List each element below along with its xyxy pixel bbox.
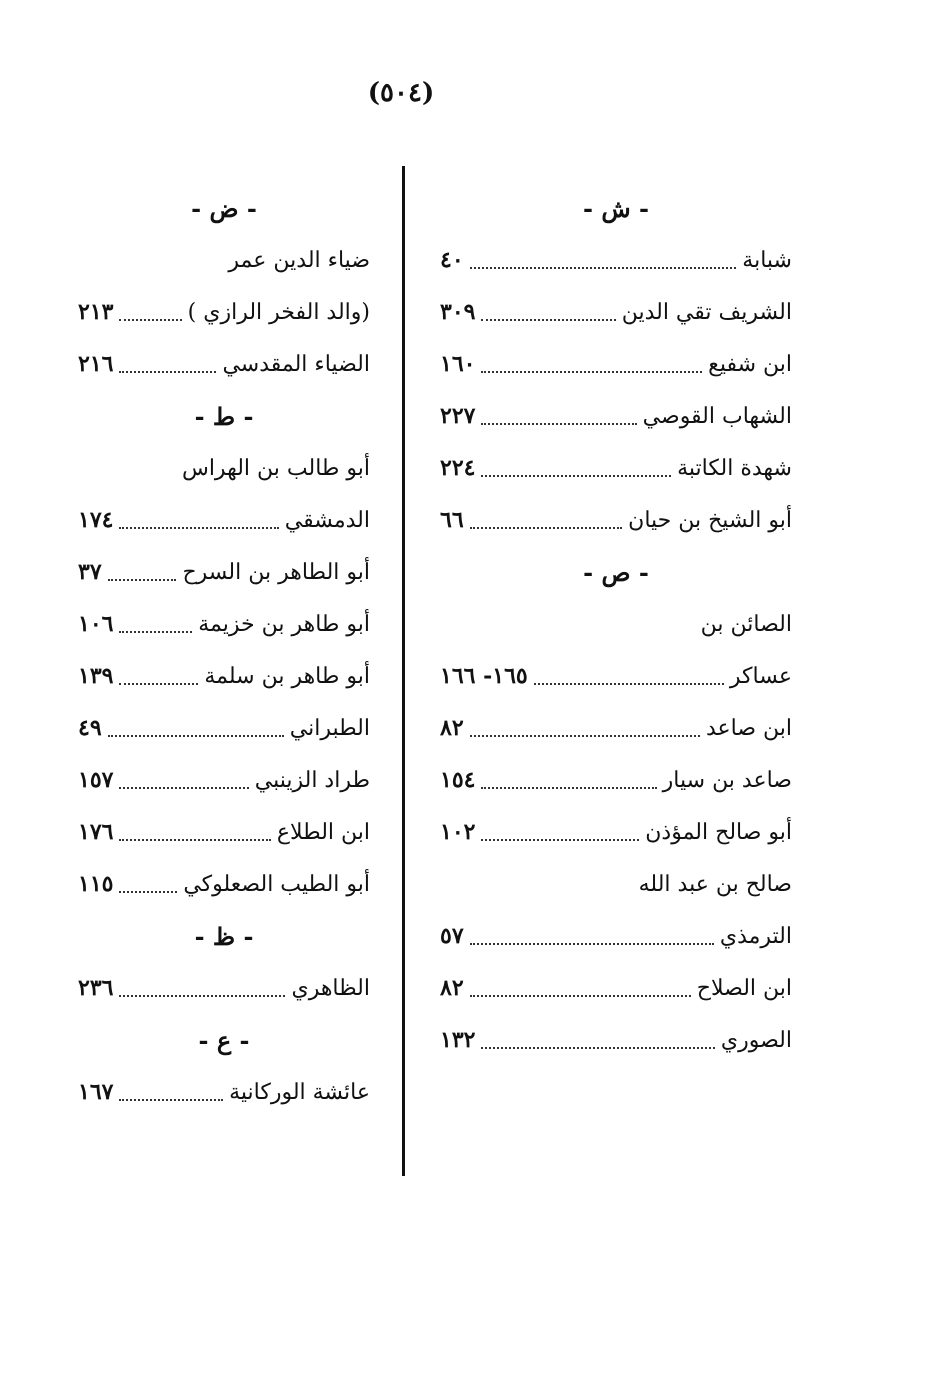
entry-name: ابن شفيع	[708, 351, 792, 377]
index-entry-continued	[78, 442, 370, 494]
entry-page-number: ١٧٦	[78, 819, 114, 845]
index-entry	[78, 1066, 370, 1118]
entry-name: الترمذي	[719, 923, 792, 949]
index-entry	[440, 806, 792, 858]
entry-name: (والد الفخر الرازي )	[187, 299, 370, 325]
entry-name: عائشة الوركانية	[229, 1079, 370, 1105]
dot-leader	[481, 839, 639, 841]
entry-name: الصائن بن	[700, 611, 792, 637]
dot-leader	[119, 891, 177, 893]
entry-page-number: ١٣٢	[440, 1027, 476, 1053]
entry-name: أبو الطيب الصعلوكي	[183, 871, 370, 897]
index-entry	[440, 390, 792, 442]
entry-page-number: ١٧٤	[78, 507, 114, 533]
entry-page-number: ١٥٧	[78, 767, 114, 793]
dot-leader	[481, 319, 615, 321]
entry-name: الشريف تقي الدين	[621, 299, 792, 325]
entry-name: الدمشقي	[284, 507, 370, 533]
entry-page-number: ٥٧	[440, 923, 464, 949]
entry-name: الضياء المقدسي	[222, 351, 370, 377]
index-entry	[78, 806, 370, 858]
entry-name: صالح بن عبد الله	[638, 871, 792, 897]
dot-leader	[119, 371, 216, 373]
dot-leader	[470, 267, 737, 269]
entry-name: ابن الطلاع	[276, 819, 370, 845]
index-entry	[440, 702, 792, 754]
section-letter-header	[78, 182, 370, 234]
index-entry	[78, 702, 370, 754]
index-entry	[78, 962, 370, 1014]
entry-page-number: ٢١٣	[78, 299, 114, 325]
dot-leader	[481, 475, 671, 477]
entry-page-number: ١٦٧	[78, 1079, 114, 1105]
entry-name: أبو طاهر بن خزيمة	[198, 611, 370, 637]
entry-name: الصوري	[720, 1027, 792, 1053]
entry-page-number: ١١٥	[78, 871, 114, 897]
section-letter-header	[440, 182, 792, 234]
dot-leader	[470, 527, 623, 529]
index-entry	[440, 286, 792, 338]
section-letter-header	[78, 910, 370, 962]
entry-name: ابن الصلاح	[696, 975, 792, 1001]
entry-page-number: ٨٢	[440, 715, 464, 741]
entry-name: عساكر	[729, 663, 792, 689]
entry-name: الظاهري	[291, 975, 370, 1001]
dot-leader	[119, 527, 278, 529]
index-column-right	[440, 182, 792, 1066]
index-entry	[78, 598, 370, 650]
index-entry	[78, 286, 370, 338]
index-entry-continued	[440, 858, 792, 910]
index-entry	[78, 858, 370, 910]
index-entry	[440, 962, 792, 1014]
dot-leader	[470, 995, 691, 997]
entry-name: أبو طاهر بن سلمة	[204, 663, 370, 689]
entry-name: شهدة الكاتبة	[677, 455, 792, 481]
entry-name: شبابة	[742, 247, 792, 273]
index-entry	[440, 234, 792, 286]
index-entry	[440, 650, 792, 702]
index-entry	[440, 910, 792, 962]
section-letter-header	[78, 390, 370, 442]
index-column-left	[78, 182, 370, 1118]
index-entry	[78, 546, 370, 598]
entry-page-number: ١٣٩	[78, 663, 114, 689]
section-letter: - ص -	[583, 557, 649, 587]
entry-page-number: ٢٣٦	[78, 975, 114, 1001]
index-entry	[78, 338, 370, 390]
entry-name: أبو الطاهر بن السرح	[182, 559, 370, 585]
entry-page-number: ١٦٠	[440, 351, 476, 377]
column-divider	[402, 166, 405, 1176]
dot-leader	[119, 1099, 223, 1101]
index-entry	[440, 754, 792, 806]
entry-page-number: ٦٦	[440, 507, 464, 533]
dot-leader	[119, 319, 181, 321]
index-entry-continued	[78, 234, 370, 286]
entry-name: صاعد بن سيار	[662, 767, 792, 793]
dot-leader	[119, 631, 192, 633]
entry-page-number: ٢٢٧	[440, 403, 476, 429]
dot-leader	[481, 371, 702, 373]
entry-name: أبو طالب بن الهراس	[181, 455, 370, 481]
entry-page-number: ٤٠	[440, 247, 464, 273]
index-entry	[440, 442, 792, 494]
section-letter: - ع -	[198, 1025, 250, 1055]
dot-leader	[108, 735, 284, 737]
entry-page-number: ٨٢	[440, 975, 464, 1001]
index-entry-continued	[440, 598, 792, 650]
section-letter: - ظ -	[194, 921, 254, 951]
index-entry	[78, 650, 370, 702]
dot-leader	[119, 683, 198, 685]
entry-page-number: ٤٩	[78, 715, 102, 741]
entry-name: ضياء الدين عمر	[228, 247, 370, 273]
dot-leader	[470, 735, 700, 737]
dot-leader	[534, 683, 724, 685]
dot-leader	[119, 787, 248, 789]
index-entry	[440, 338, 792, 390]
entry-page-number: ٣٧	[78, 559, 102, 585]
entry-page-number: ١٥٤	[440, 767, 476, 793]
dot-leader	[481, 787, 656, 789]
section-letter: - ط -	[194, 401, 254, 431]
entry-name: أبو صالح المؤذن	[645, 819, 792, 845]
entry-name: ابن صاعد	[705, 715, 792, 741]
page-number: (٥٠٤)	[367, 78, 435, 108]
dot-leader	[481, 1047, 714, 1049]
index-entry	[78, 494, 370, 546]
entry-name: الشهاب القوصي	[642, 403, 792, 429]
entry-page-number: ٢١٦	[78, 351, 114, 377]
section-letter-header	[78, 1014, 370, 1066]
entry-name: الطبراني	[289, 715, 370, 741]
entry-page-number: ٣٠٩	[440, 299, 476, 325]
dot-leader	[119, 995, 285, 997]
entry-name: طراد الزينبي	[254, 767, 370, 793]
entry-page-number: ١٠٦	[78, 611, 114, 637]
dot-leader	[108, 579, 177, 581]
index-entry	[440, 494, 792, 546]
section-letter-header	[440, 546, 792, 598]
index-entry	[78, 754, 370, 806]
section-letter: - ض -	[191, 193, 257, 223]
dot-leader	[481, 423, 636, 425]
entry-page-number: ١٦٥- ١٦٦	[440, 663, 528, 689]
dot-leader	[470, 943, 714, 945]
dot-leader	[119, 839, 270, 841]
entry-name: أبو الشيخ بن حيان	[628, 507, 792, 533]
index-entry	[440, 1014, 792, 1066]
entry-page-number: ٢٢٤	[440, 455, 476, 481]
entry-page-number: ١٠٢	[440, 819, 476, 845]
section-letter: - ش -	[583, 193, 649, 223]
